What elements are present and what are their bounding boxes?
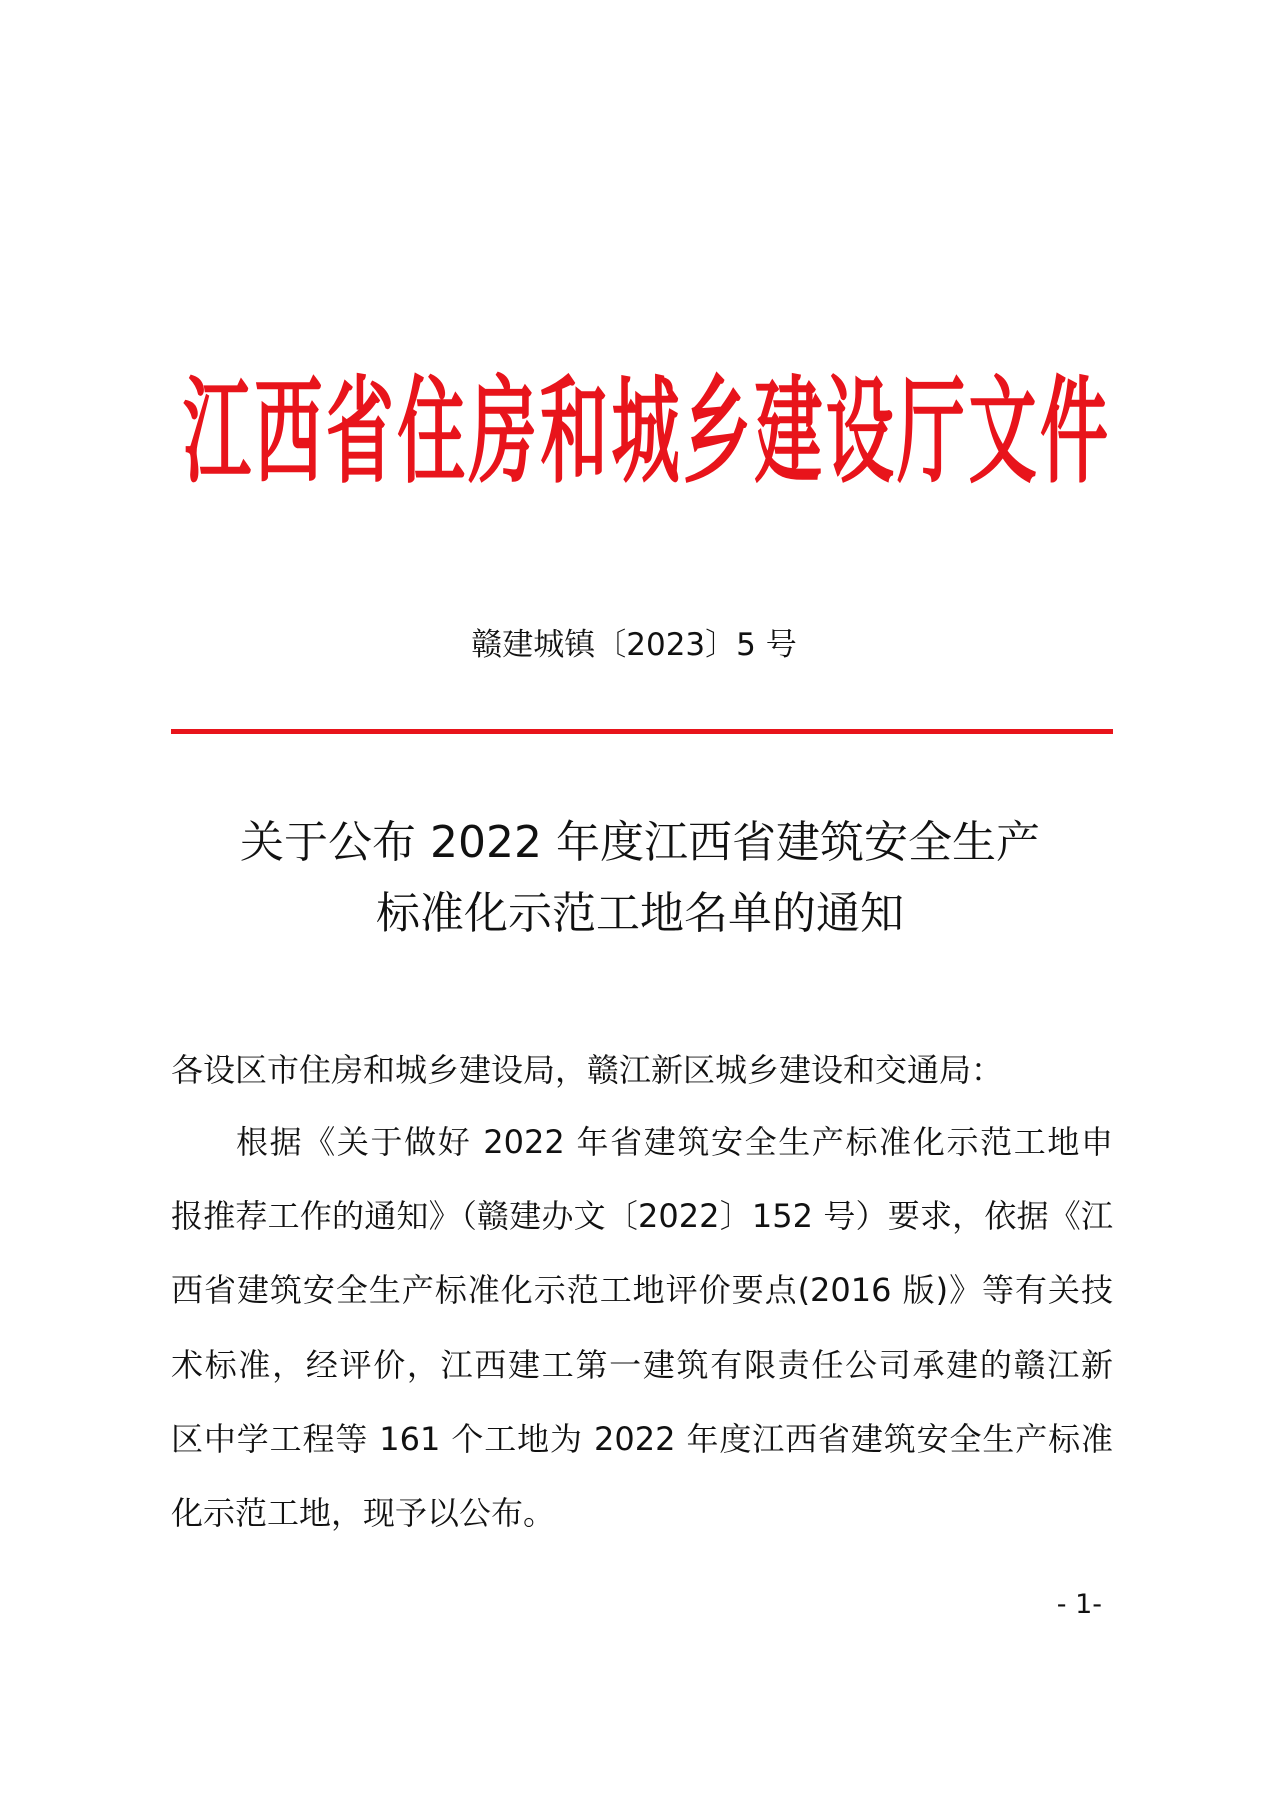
paragraph-line: 术标准，经评价，江西建工第一建筑有限责任公司承建的赣江新 [171, 1345, 1113, 1384]
red-separator-line [171, 729, 1113, 734]
salutation: 各设区市住房和城乡建设局，赣江新区城乡建设和交通局： [171, 1051, 1004, 1089]
paragraph-line: 西省建筑安全生产标准化示范工地评价要点(2016 版)》等有关技 [171, 1271, 1113, 1310]
body-paragraph [171, 1105, 1113, 1550]
paragraph-line: 报推荐工作的通知》（赣建办文〔2022〕152 号）要求，依据《江 [171, 1197, 1113, 1236]
issuing-agency-header: 江西省住房和城乡建设厅文件 [183, 366, 1108, 501]
paragraph-line: 化示范工地，现予以公布。 [171, 1493, 556, 1532]
paragraph-line: 区中学工程等 161 个工地为 2022 年度江西省建筑安全生产标准 [171, 1419, 1113, 1458]
paragraph-line: 根据《关于做好 2022 年省建筑安全生产标准化示范工地申 [236, 1123, 1113, 1161]
document-title-line-1: 关于公布 2022 年度江西省建筑安全生产 [240, 817, 1040, 868]
document-number: 赣建城镇〔2023〕5 号 [471, 627, 797, 663]
document-title-line-2: 标准化示范工地名单的通知 [376, 888, 904, 939]
page-number: - 1- [1056, 1589, 1102, 1620]
